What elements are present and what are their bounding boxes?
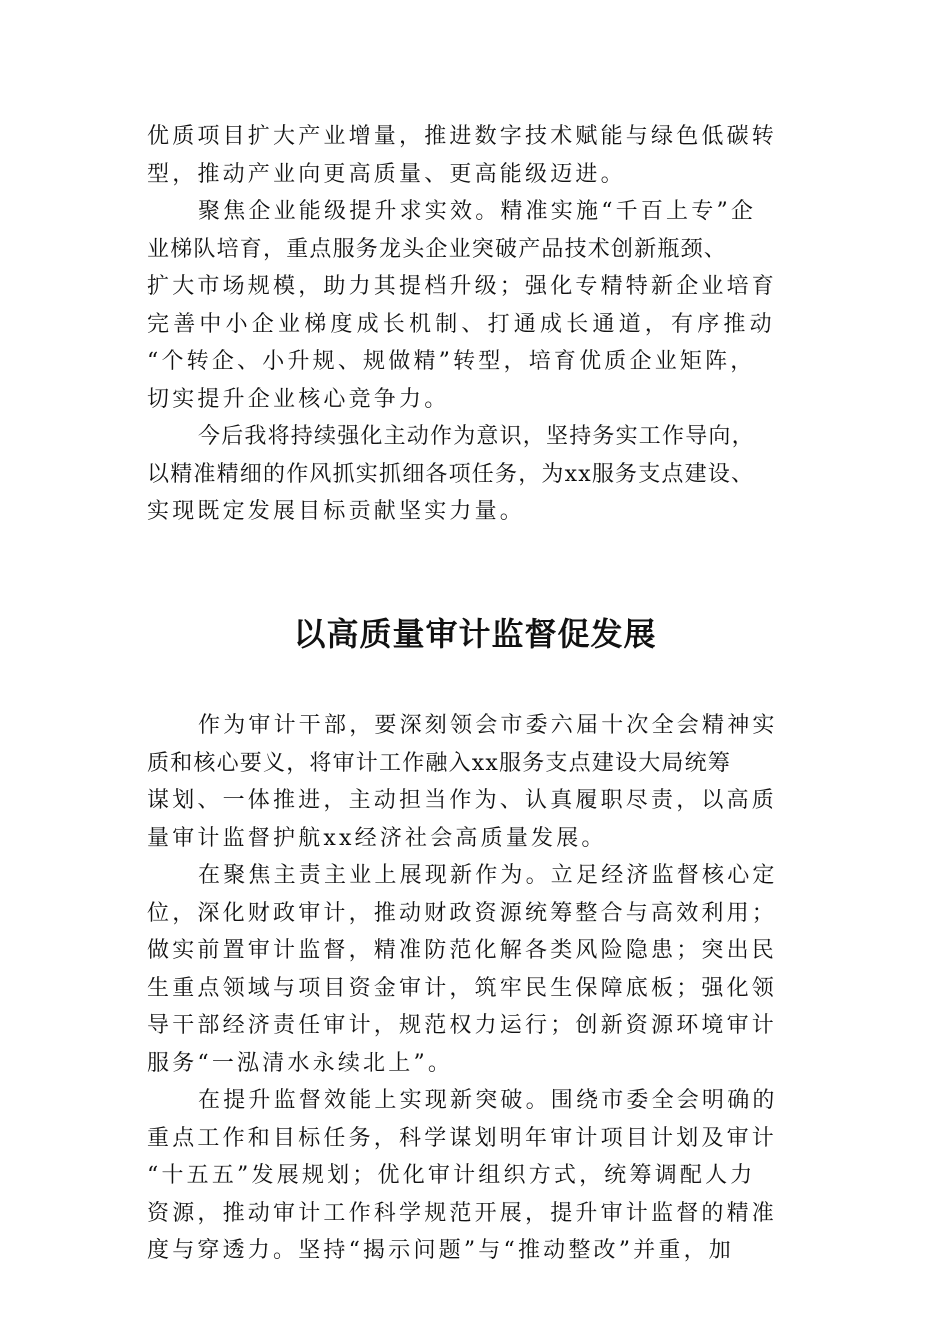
paragraph-first-line: 今后我将持续强化主动作为意识，坚持务实工作导向， [198,424,755,449]
text-line: 型，推动产业向更高质量、更高能级迈进。 [147,161,626,187]
text-line: 切实提升企业核心竞争力。 [147,386,450,412]
text-line: 质和核心要义，将审计工作融入xx服务支点建设大局统筹 [147,750,732,776]
text-line: “个转企、小升规、规做精”转型，培育优质企业矩阵， [147,349,756,374]
text-line: 资源，推动审计工作科学规范开展，提升审计监督的精准 [147,1200,778,1226]
text-line: 实现既定发展目标贡献坚实力量。 [147,499,526,524]
paragraph-first-line: 在提升监督效能上实现新突破。围绕市委全会明确的 [198,1088,778,1113]
text-line: 扩大市场规模，助力其提档升级；强化专精特新企业培育 [147,274,778,299]
text-line: 业梯队培育，重点服务龙头企业突破产品技术创新瓶颈、 [147,236,728,262]
section-one-body [147,118,827,531]
article-title: 以高质量审计监督促发展 [293,615,657,653]
text-line: 完善中小企业梯度成长机制、打通成长通道，有序推动 [147,311,776,337]
text-line: 谋划、一体推进，主动担当作为、认真履职尽责，以高质 [147,788,778,813]
text-line: 位，深化财政审计，推动财政资源统筹整合与高效利用； [147,900,778,926]
text-line: 做实前置审计监督，精准防范化解各类风险隐患；突出民 [147,938,778,963]
text-line: 重点工作和目标任务，科学谋划明年审计项目计划及审计 [147,1125,778,1151]
text-line: 生重点领域与项目资金审计，筑牢民生保障底板；强化领 [147,975,778,1001]
text-line: 优质项目扩大产业增量，推进数字技术赋能与绿色低碳转 [147,124,778,149]
paragraph-first-line: 在聚焦主责主业上展现新作为。立足经济监督核心定 [198,863,778,888]
paragraph-first-line: 作为审计干部，要深刻领会市委六届十次全会精神实 [198,713,778,738]
section-two-body [147,707,827,1270]
text-line: 度与穿透力。坚持“揭示问题”与“推动整改”并重，加 [147,1238,734,1263]
text-line: 以精准精细的作风抓实抓细各项任务，为xx服务支点建设、 [147,461,755,487]
text-line: “十五五”发展规划；优化审计组织方式，统筹调配人力 [147,1163,756,1188]
text-line: 导干部经济责任审计，规范权力运行；创新资源环境审计 [147,1013,778,1038]
text-line: 量审计监督护航xx经济社会高质量发展。 [147,825,607,851]
text-line: 服务“一泓清水永续北上”。 [147,1050,454,1076]
paragraph-first-line: 聚焦企业能级提升求实效。精准实施“千百上专”企 [198,199,757,224]
